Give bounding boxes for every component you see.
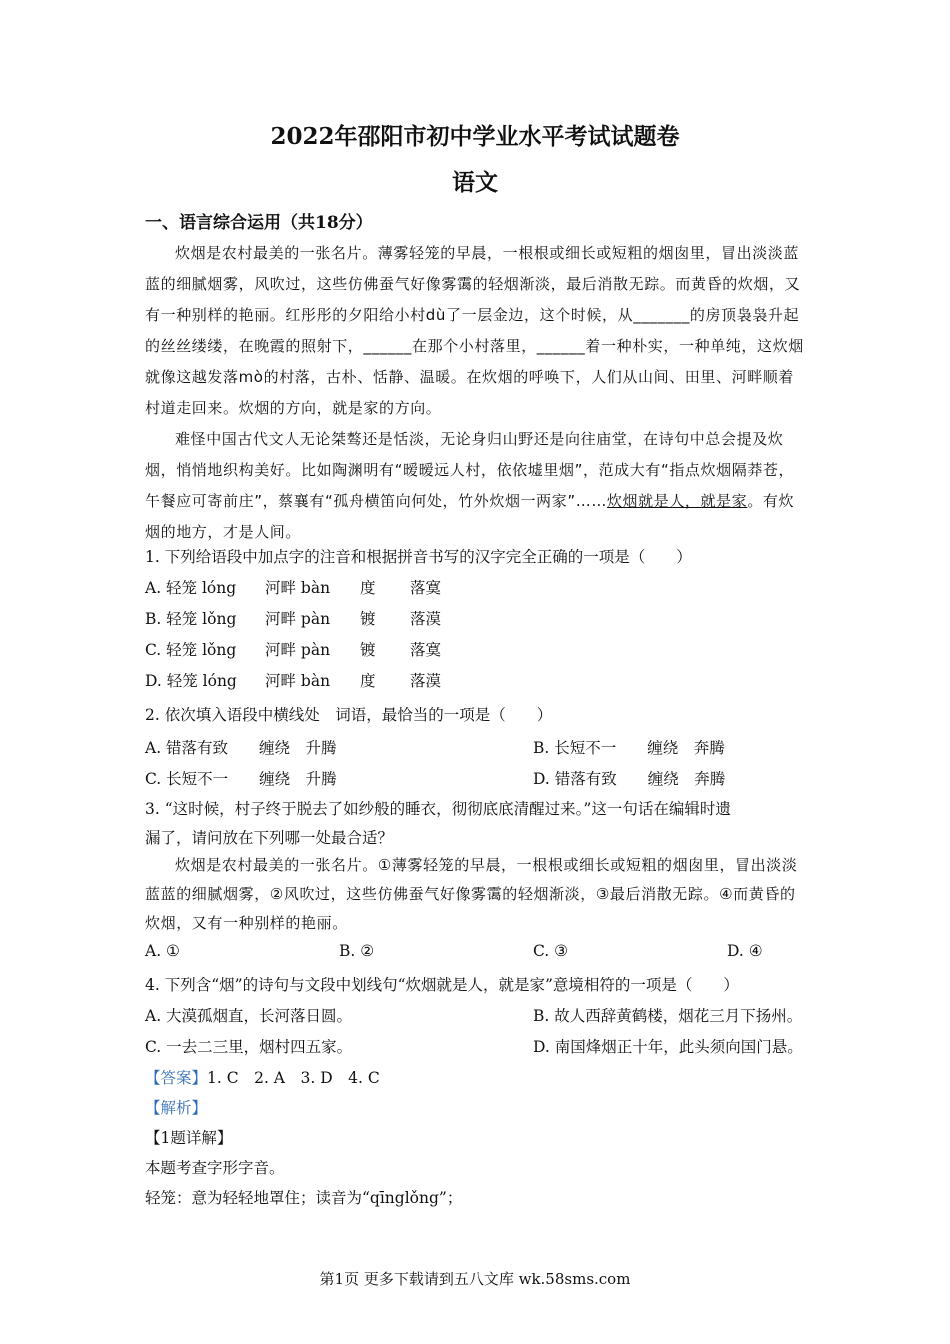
question-4-stem: 4. 下列含“烟”的诗句与文段中划线句“炊烟就是人，就是家”意境相符的一项是（ ） — [145, 976, 739, 994]
passage-paragraph-2 — [145, 424, 805, 548]
q3-option-c: C. ③ — [533, 942, 569, 960]
q1-option-b-word: B. 轻笼 lǒng — [145, 610, 237, 628]
underlined-sentence: 炊烟就是人，就是家 — [606, 492, 748, 510]
q1-option-c-term: 落寞 — [410, 641, 442, 659]
answer-text: 1. C 2. A 3. D 4. C — [207, 1069, 380, 1087]
q4-option-b: B. 故人西辞黄鹤楼，烟花三月下扬州。 — [533, 1007, 803, 1025]
section-heading: 一、语言综合运用（共18分） — [145, 213, 373, 233]
question-1-stem: 1. 下列给语段中加点字的注音和根据拼音书写的汉字完全正确的一项是（ ） — [145, 548, 692, 566]
question-3-stem-line-1: 3. “这时候，村子终于脱去了如纱般的睡衣，彻彻底底清醒过来。”这一句话在编辑时遗 — [145, 800, 731, 818]
q4-option-a: A. 大漠孤烟直，长河落日圆。 — [145, 1007, 353, 1025]
q1-option-b-char: 镀 — [360, 610, 376, 628]
passage-paragraph-2-text: 难怪中国古代文人无论桀骜还是恬淡，无论身归山野还是向往庙堂，在诗句中总会提及炊烟，悄悄地织构美好。比如陶渊明有“暧暧远人村，依依墟里烟”，范成大有“指点炊烟隔莽苍，午餐应可寄前庄”，蔡襄有“孤舟横笛向何处，竹外炊烟一两家”…… — [145, 430, 795, 510]
q1-option-a-word: A. 轻笼 lóng — [145, 579, 237, 597]
q2-option-a: A. 错落有致 缠绕 升腾 — [145, 739, 337, 757]
question-3-stem-line-2: 漏了，请问放在下列哪一处最合适？ — [145, 829, 394, 847]
q1-option-c-pinyin: 河畔 pàn — [265, 641, 331, 659]
page-title: 2022年邵阳市初中学业水平考试试题卷 — [270, 123, 680, 150]
q2-option-c: C. 长短不一 缠绕 升腾 — [145, 770, 337, 788]
q1-option-c-word: C. 轻笼 lǒng — [145, 641, 237, 659]
subject-title: 语文 — [452, 169, 498, 196]
q4-option-d: D. 南国烽烟正十年，此头须向国门悬。 — [533, 1038, 803, 1056]
analysis-label: 【解析】 — [145, 1099, 208, 1117]
passage-paragraph-1: 炊烟是农村最美的一张名片。薄雾轻笼的早晨，一根根或细长或短粗的烟囱里，冒出淡淡蓝蓝的细腻烟雾，风吹过，这些仿佛蚕气好像雾霭的轻烟渐淡，最后消散无踪。而黄昏的炊烟，又有一种别样的艳丽。红彤彤的夕阳给小村dù了一层金边，这个时候，从_______的房顶袅袅升起的丝丝缕缕，在晚霞的照射下，______在那个小村落里，______着一种朴实，一种单纯，这炊烟就像这越发落mò的村落，古朴、恬静、温暖。在炊烟的呼唤下，人们从山间、田里、河畔顺着村道走回来。炊烟的方向，就是家的方向。 — [145, 244, 804, 417]
q1-option-a-pinyin: 河畔 bàn — [265, 579, 331, 597]
analysis-detail-heading: 【1题详解】 — [145, 1129, 233, 1147]
q3-option-a: A. ① — [145, 942, 180, 960]
q1-option-a-char: 度 — [360, 579, 376, 597]
q1-option-d-char: 度 — [360, 672, 376, 690]
answer-label: 【答案】 — [145, 1069, 208, 1087]
q2-option-b: B. 长短不一 缠绕 奔腾 — [533, 739, 725, 757]
q1-option-b-term: 落漠 — [410, 610, 442, 628]
question-3-passage: 炊烟是农村最美的一张名片。①薄雾轻笼的早晨，一根根或细长或短粗的烟囱里，冒出淡淡蓝蓝的细腻烟雾，②风吹过，这些仿佛蚕气好像雾霭的轻烟渐淡，③最后消散无踪。④而黄昏的炊烟，又有一种别样的艳丽。 — [145, 856, 798, 932]
q3-option-d: D. ④ — [727, 942, 763, 960]
answer-line — [145, 1066, 380, 1088]
q4-option-c: C. 一去二三里，烟村四五家。 — [145, 1038, 353, 1056]
q3-option-b: B. ② — [339, 942, 375, 960]
analysis-line-1: 本题考查字形字音。 — [145, 1159, 285, 1177]
q1-option-d-term: 落漠 — [410, 672, 442, 690]
q2-option-d: D. 错落有致 缠绕 奔腾 — [533, 770, 726, 788]
q1-option-c-char: 镀 — [360, 641, 376, 659]
page-footer: 第1页 更多下载请到五八文库 wk.58sms.com — [319, 1270, 631, 1288]
q1-option-d-pinyin: 河畔 bàn — [265, 672, 331, 690]
passage-paragraph-2-end: 。有炊烟的地方，才是人间。 — [145, 492, 795, 541]
q1-option-d-word: D. 轻笼 lóng — [145, 672, 237, 690]
analysis-line-2: 轻笼：意为轻轻地罩住；读音为“qīnglǒng”； — [145, 1189, 463, 1207]
q1-option-b-pinyin: 河畔 pàn — [265, 610, 331, 628]
q1-option-a-term: 落寞 — [410, 579, 442, 597]
question-2-stem: 2. 依次填入语段中横线处 词语，最恰当的一项是（ ） — [145, 706, 553, 724]
